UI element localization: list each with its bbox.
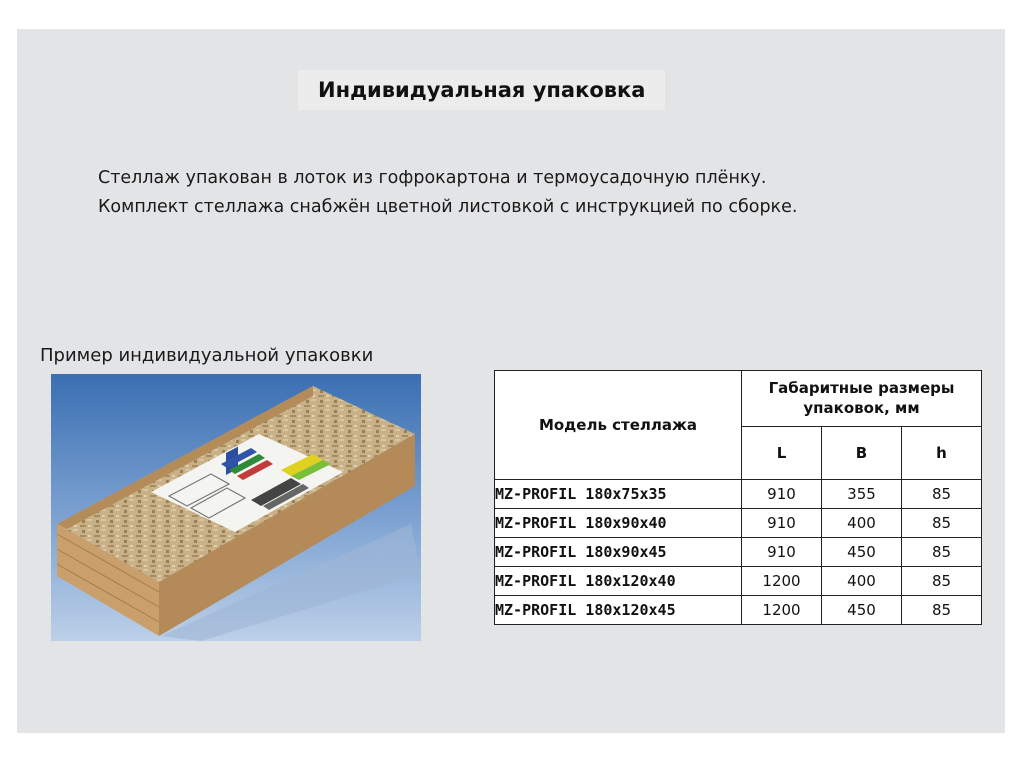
row-h: 85 — [902, 480, 982, 509]
row-l: 1200 — [742, 567, 822, 596]
row-l: 910 — [742, 480, 822, 509]
row-model: MZ-PROFIL 180x75x35 — [495, 480, 742, 509]
packaging-photo — [51, 374, 421, 641]
row-model: MZ-PROFIL 180x90x45 — [495, 538, 742, 567]
example-caption: Пример индивидуальной упаковки — [40, 345, 374, 366]
row-model: MZ-PROFIL 180x120x45 — [495, 596, 742, 625]
dim-header-h: h — [902, 426, 982, 480]
row-h: 85 — [902, 567, 982, 596]
table-row — [495, 509, 982, 538]
row-b: 400 — [822, 567, 902, 596]
row-h: 85 — [902, 596, 982, 625]
row-b: 400 — [822, 509, 902, 538]
page-title: Индивидуальная упаковка — [298, 70, 665, 110]
table-row — [495, 480, 982, 509]
row-model: MZ-PROFIL 180x90x40 — [495, 509, 742, 538]
model-column-header: Модель стеллажа — [495, 371, 742, 480]
description-line: Стеллаж упакован в лоток из гофрокартона и термоусадочную плёнку. — [98, 168, 767, 188]
row-l: 910 — [742, 538, 822, 567]
table-row — [495, 538, 982, 567]
row-h: 85 — [902, 509, 982, 538]
dim-header-l: L — [742, 426, 822, 480]
row-b: 450 — [822, 538, 902, 567]
row-b: 450 — [822, 596, 902, 625]
dimensions-group-header: Габаритные размеры упаковок, мм — [742, 371, 982, 427]
row-l: 910 — [742, 509, 822, 538]
dim-header-b: B — [822, 426, 902, 480]
description — [98, 164, 918, 222]
row-b: 355 — [822, 480, 902, 509]
row-h: 85 — [902, 538, 982, 567]
row-l: 1200 — [742, 596, 822, 625]
packaging-dimensions-table — [494, 370, 982, 625]
row-model: MZ-PROFIL 180x120x40 — [495, 567, 742, 596]
description-line: Комплект стеллажа снабжён цветной листовкой с инструкцией по сборке. — [98, 197, 798, 217]
table-row — [495, 567, 982, 596]
table-row — [495, 596, 982, 625]
